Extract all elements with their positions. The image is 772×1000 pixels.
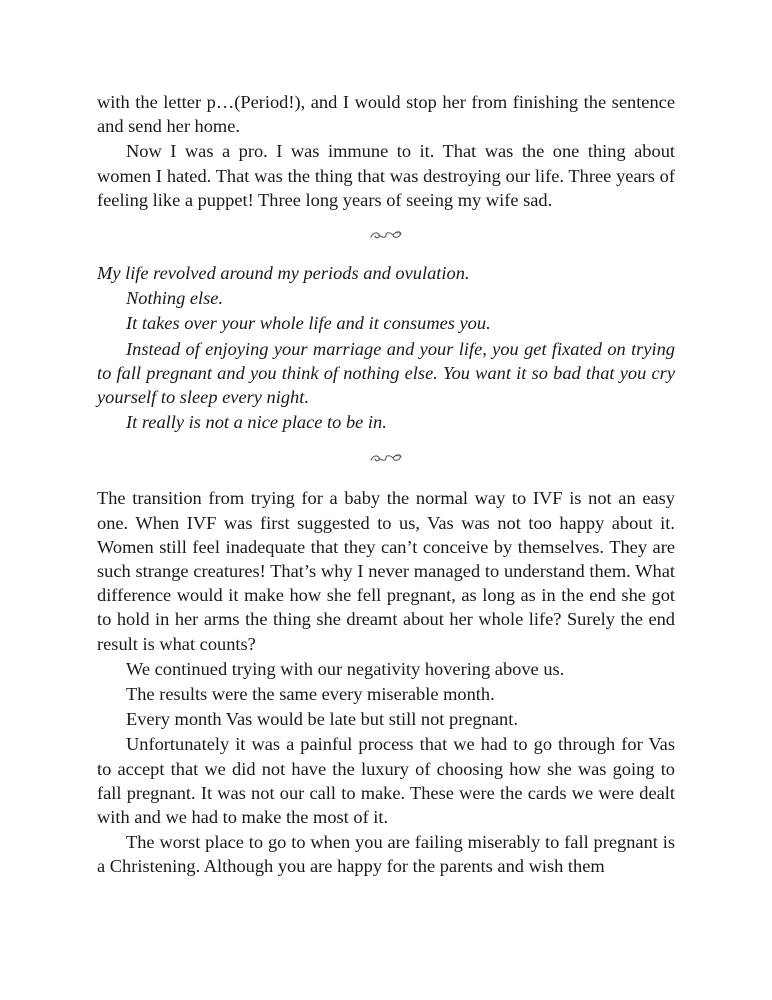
paragraph: Unfortunately it was a painful process that we had to go through for Vas to accept that we did not have the luxury of choosing how she was going to fall pregnant. It was not our call to make. These were the cards we were dealt with and we had to make the most of it. xyxy=(97,734,675,828)
fleuron-ornament-icon xyxy=(369,229,403,241)
paragraph: The results were the same every miserable month. xyxy=(126,684,495,705)
paragraph: My life revolved around my periods and ovulation. xyxy=(97,263,470,284)
paragraph: Now I was a pro. I was immune to it. That was the one thing about women I hated. That was the thing that was destroying our life. Three years of feeling like a puppet! Three long years of seeing my wife sad. xyxy=(97,141,675,210)
paragraph: It really is not a nice place to be in. xyxy=(126,412,387,433)
paragraph: Nothing else. xyxy=(126,288,224,309)
paragraph: We continued trying with our negativity hovering above us. xyxy=(126,658,565,679)
section-break xyxy=(97,448,675,468)
paragraph: The worst place to go to when you are failing miserably to fall pregnant is a Christening. Although you are happy for the parents and wish them xyxy=(97,832,675,877)
paragraph: The transition from trying for a baby the normal way to IVF is not an easy one. When IVF was first suggested to us, Vas was not too happy about it. Women still feel inadequate that they can’t conceive by themselves. They are such strange creatures! That’s why I never managed to understand them. What difference would it make how she fell pregnant, as long as in the end she got to hold in her arms the thing she dreamt about her whole life? Surely the end result is what counts? xyxy=(97,488,675,654)
paragraph: It takes over your whole life and it consumes you. xyxy=(126,313,491,334)
paragraph: Instead of enjoying your marriage and your life, you get fixated on trying to fall pregnant and you think of nothing else. You want it so bad that you cry yourself to sleep every night. xyxy=(97,338,675,408)
paragraph: Every month Vas would be late but still not pregnant. xyxy=(126,709,518,730)
paragraph: with the letter p…(Period!), and I would stop her from finishing the sentence and send her home. xyxy=(97,92,675,137)
fleuron-ornament-icon xyxy=(369,452,403,464)
section-break xyxy=(97,225,675,245)
page-body xyxy=(97,90,675,879)
